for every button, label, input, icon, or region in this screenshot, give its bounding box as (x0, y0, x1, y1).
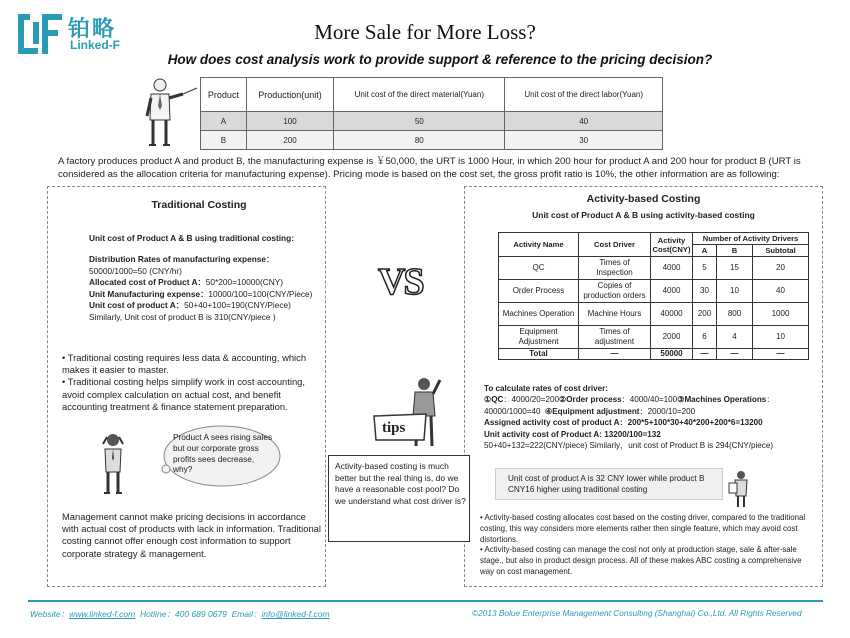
calc-label: ④Equipment adjustment (545, 406, 640, 416)
tips-label: tips (382, 420, 406, 436)
table-cell: 1000 (753, 303, 809, 326)
calc-line: 50+40+132=222(CNY/piece) Similarly，unit cost of Product B is 294(CNY/piece) (484, 441, 774, 451)
table-row (499, 280, 809, 303)
table-cell: Order Process (499, 280, 579, 303)
bullet-item: • Activity-based costing allocates cost based on the costing driver, compared to the traditional costing, this way considers more elements rather then single feature, which may avoid cost distortions. (480, 513, 806, 544)
table-row (499, 326, 809, 349)
table-cell: Times of adjustment (579, 326, 651, 349)
table-cell: 50 (334, 112, 505, 131)
thinking-figure-icon (98, 432, 128, 496)
copyright: ©2013 Bolue Enterprise Management Consulting (Shanghai) Co.,Ltd. All Rights Reserved (472, 608, 802, 618)
table-row (499, 303, 809, 326)
table-header: Subtotal (753, 245, 809, 257)
calc-line: Unit activity cost of Product A: 13200/100=132 (484, 429, 661, 439)
website-label: Website： (30, 609, 70, 619)
table-cell: 40000 (651, 303, 693, 326)
calc-value: ： (766, 395, 775, 405)
table-cell: 30 (693, 280, 717, 303)
traditional-heading: Unit cost of Product A & B using traditional costing: (89, 233, 294, 243)
table-cell: Machine Hours (579, 303, 651, 326)
table-cell: 20 (753, 257, 809, 280)
table-cell: QC (499, 257, 579, 280)
table-cell: 5 (693, 257, 717, 280)
calc-value: 50*200=10000(CNY) (205, 277, 284, 287)
thought-text: Product A sees rising sales but our corporate gross profits sees decrease, why? (173, 432, 273, 475)
brand-name-en: Linked-F (70, 38, 120, 52)
product-table (200, 77, 663, 150)
footer-divider (28, 600, 823, 602)
abc-table (498, 232, 809, 360)
table-header: Product (201, 78, 247, 112)
calc-label: Unit cost of product A： (89, 300, 185, 310)
table-cell: 30 (505, 131, 663, 150)
table-cell: 40 (753, 280, 809, 303)
calc-label: Distribution Rates of manufacturing expense： (89, 254, 275, 264)
table-cell: 200 (246, 131, 333, 150)
table-header: B (717, 245, 753, 257)
table-cell: 10 (717, 280, 753, 303)
calc-label: ②Order process (559, 395, 622, 405)
table-header-row (201, 78, 663, 112)
table-cell: 100 (246, 112, 333, 131)
page-subtitle: How does cost analysis work to provide support & reference to the pricing decision? (167, 52, 713, 67)
calc-label: ③Machines Operations (677, 395, 767, 405)
table-cell: 50000 (651, 349, 693, 360)
table-cell: — (579, 349, 651, 360)
calc-value: ：4000/40=100 (621, 395, 678, 405)
table-header: Production(unit) (246, 78, 333, 112)
calc-heading: To calculate rates of cost driver: (484, 384, 608, 393)
table-header: Activity Name (499, 233, 579, 257)
table-cell: 800 (717, 303, 753, 326)
abc-title: Activity-based Costing (586, 193, 701, 205)
abc-bullets (480, 513, 816, 578)
table-cell: Machines Operation (499, 303, 579, 326)
calc-value: 50+40+100=190(CNY/Piece) (184, 300, 291, 310)
footer-contact (30, 608, 330, 620)
table-cell: Copies of production orders (579, 280, 651, 303)
table-cell: 4000 (651, 257, 693, 280)
brand-name-cn: 铂略 (68, 17, 117, 42)
table-header: Unit cost of the direct material(Yuan) (334, 78, 505, 112)
page-title: More Sale for More Loss? (314, 20, 536, 44)
email-link[interactable]: info@linked-f.com (261, 609, 330, 619)
table-cell: 4000 (651, 280, 693, 303)
bullet-item: • Activity-based costing can manage the cost not only at production stage, sale & after-sale stage., but also in product design process. All of these makes ABC costing a comprehensive way on cost management. (480, 545, 802, 576)
intro-paragraph: A factory produces product A and product B, the manufacturing expense is ￥50,000, the URT is 1000 Hour, in which 200 hour for product A and 200 hour for product B (URT is considered as the allocation criteria for manufacturing expense). Pricing mode is based on the cost set, the gross profit ratio is 10%, the other information are as following: (58, 156, 801, 180)
table-cell: 80 (334, 131, 505, 150)
table-cell: 10 (753, 326, 809, 349)
traditional-calculation (89, 254, 329, 323)
table-cell: — (717, 349, 753, 360)
bullet-item: • Traditional costing requires less data & accounting, which makes it easier to master. (62, 352, 307, 376)
table-row (499, 257, 809, 280)
table-row (201, 131, 663, 150)
calc-label: ①QC (484, 395, 504, 405)
table-cell: Times of Inspection (579, 257, 651, 280)
table-header: Number of Activity Drivers (693, 233, 809, 245)
table-cell: 4 (717, 326, 753, 349)
table-header-row (499, 233, 809, 245)
table-cell: A (201, 112, 247, 131)
calc-value: 50000/1000=50 (CNY/hr) (89, 265, 182, 276)
table-cell: — (693, 349, 717, 360)
table-header: Cost Driver (579, 233, 651, 257)
abc-subtitle: Unit cost of Product A & B using activity-based costing (532, 210, 755, 220)
table-cell: 40 (505, 112, 663, 131)
calc-value: 10000/100=100(CNY/Piece) (208, 288, 313, 299)
calc-value: 40000/1000=40 (484, 406, 541, 416)
table-cell: 6 (693, 326, 717, 349)
vs-label: VS (378, 261, 423, 303)
table-cell: 15 (717, 257, 753, 280)
table-header: Unit cost of the direct labor(Yuan) (505, 78, 663, 112)
table-cell: Total (499, 349, 579, 360)
table-cell: 2000 (651, 326, 693, 349)
calc-label: Unit Manufacturing expense： (89, 288, 209, 299)
tips-text: Activity-based costing is much better but the real thing is, do we have a reasonable cost pool? Do we understand what cost driver is? (335, 461, 466, 506)
abc-calculation (484, 383, 814, 451)
calc-value: Similarly, Unit cost of product B is 310(CNY/piece ) (89, 311, 276, 322)
table-cell: — (753, 349, 809, 360)
table-header: A (693, 245, 717, 257)
email-label: Email： (231, 609, 262, 619)
traditional-bullets (62, 352, 327, 413)
calc-line: Assigned activity cost of product A：200*5+100*30+40*200+200*6=13200 (484, 418, 763, 428)
table-row (201, 112, 663, 131)
table-cell: 200 (693, 303, 717, 326)
table-total-row (499, 349, 809, 360)
traditional-title: Traditional Costing (151, 199, 247, 211)
calc-value: ：2000/10=200 (639, 406, 696, 416)
bullet-item: • Traditional costing helps simplify work in cost accounting, avoid complex calculation on actual cost, and benefit accounting treatment & finance statement preparation. (62, 376, 305, 412)
comparison-note: Unit cost of product A is 32 CNY lower while product B CNY16 higher using traditional costing (508, 474, 705, 494)
table-cell: B (201, 131, 247, 150)
calc-label: Allocated cost of Product A： (89, 277, 206, 287)
table-header: Activity Cost(CNY) (651, 233, 693, 257)
management-paragraph: Management cannot make pricing decisions in accordance with actual cost of products with lack in information. Traditional costing cannot offer enough cost information to support corporate strategy & management. (62, 511, 321, 559)
reading-figure-icon (728, 470, 754, 508)
hotline: Hotline：400 689 0679 (139, 609, 227, 619)
calc-value: ：4000/20=200 (503, 395, 559, 405)
website-link[interactable]: www.linked-f.com (69, 609, 136, 619)
presenter-figure-icon (143, 76, 199, 148)
table-cell: Equipment Adjustment (499, 326, 579, 349)
